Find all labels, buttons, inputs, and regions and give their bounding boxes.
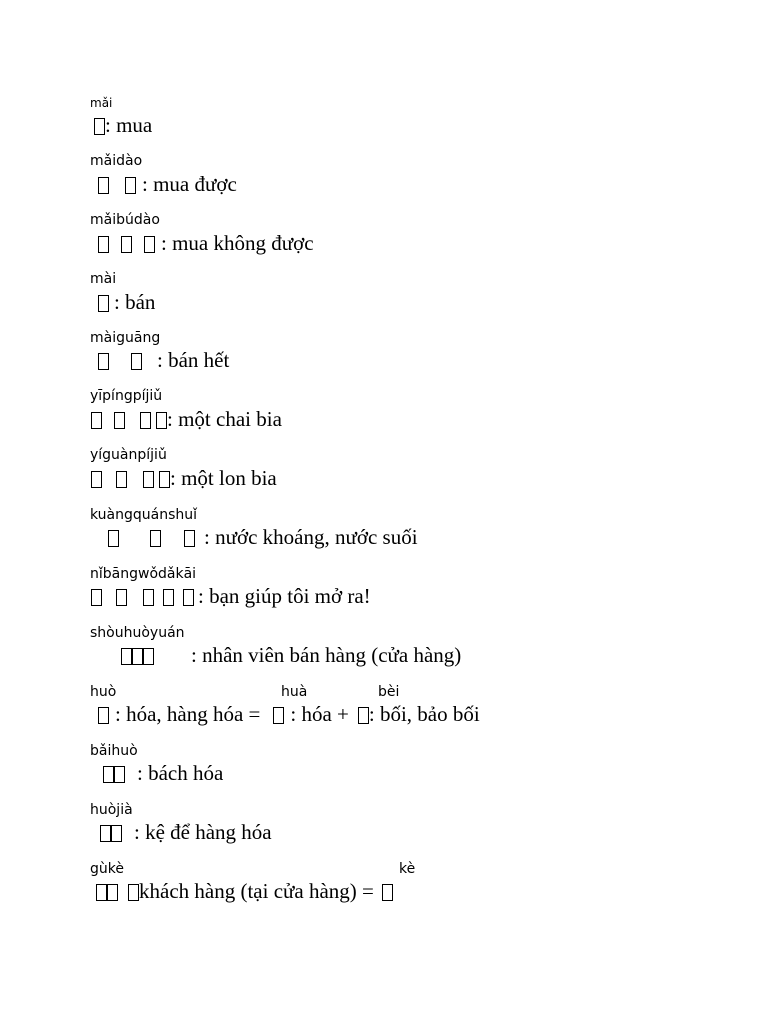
vocab-line [108, 524, 418, 550]
missing-glyph-icon [114, 766, 125, 783]
vocab-line [91, 583, 371, 609]
pinyin-label: mǎi [90, 96, 113, 110]
pinyin-label: yíguànpíjiǔ [90, 447, 167, 463]
missing-glyph-icon [131, 353, 142, 370]
vocab-meaning: : bán [114, 290, 156, 314]
missing-glyph-icon [163, 589, 174, 606]
pinyin-label: màiguāng [90, 330, 161, 346]
missing-glyph-icon [98, 177, 109, 194]
vocab-meaning: : nhân viên bán hàng (cửa hàng) [191, 643, 462, 667]
vocab-meaning: : một lon bia [170, 466, 277, 490]
missing-glyph-icon [98, 353, 109, 370]
missing-glyph-icon [382, 884, 393, 901]
vocab-line [121, 642, 461, 668]
vocab-line [103, 760, 223, 786]
vocab-meaning: : bán hết [157, 348, 230, 372]
missing-glyph-icon [358, 707, 369, 724]
vocab-line [98, 230, 314, 256]
pinyin-label: huà [281, 684, 308, 700]
missing-glyph-icon [98, 236, 109, 253]
missing-glyph-icon [150, 530, 161, 547]
vocab-meaning: : mua [105, 113, 153, 137]
missing-glyph-icon [107, 884, 118, 901]
vocab-line [98, 289, 155, 315]
missing-glyph-icon [121, 236, 132, 253]
missing-glyph-icon [143, 648, 154, 665]
missing-glyph-icon [98, 707, 109, 724]
missing-glyph-icon [143, 589, 154, 606]
vocab-line [100, 819, 272, 845]
missing-glyph-icon [143, 471, 154, 488]
vocab-meaning: : mua được [142, 172, 237, 196]
missing-glyph-icon [91, 471, 102, 488]
missing-glyph-icon [103, 766, 114, 783]
vocab-meaning: : bách hóa [137, 761, 224, 785]
missing-glyph-icon [156, 412, 167, 429]
missing-glyph-icon [125, 177, 136, 194]
missing-glyph-icon [98, 295, 109, 312]
vocab-meaning: : hóa + [290, 702, 349, 726]
missing-glyph-icon [91, 589, 102, 606]
pinyin-label: bèi [378, 684, 400, 700]
missing-glyph-icon [108, 530, 119, 547]
vocab-meaning: : một chai bia [167, 407, 282, 431]
missing-glyph-icon [91, 412, 102, 429]
missing-glyph-icon [184, 530, 195, 547]
pinyin-label: nǐbāngwǒdǎkāi [90, 566, 197, 582]
pinyin-label: huòjià [90, 802, 133, 818]
missing-glyph-icon [140, 412, 151, 429]
missing-glyph-icon [114, 412, 125, 429]
missing-glyph-icon [111, 825, 122, 842]
vocab-line [98, 701, 480, 727]
pinyin-label: mài [90, 271, 117, 287]
vocab-line [91, 406, 282, 432]
pinyin-label: mǎibúdào [90, 212, 160, 228]
pinyin-label: kuàngquánshuǐ [90, 507, 198, 523]
vocab-line [98, 347, 229, 373]
pinyin-label: huò [90, 684, 117, 700]
pinyin-label: kè [399, 861, 416, 877]
missing-glyph-icon [100, 825, 111, 842]
pinyin-label: shòuhuòyuán [90, 625, 185, 641]
missing-glyph-icon [144, 236, 155, 253]
missing-glyph-icon [273, 707, 284, 724]
pinyin-label: yīpíngpíjiǔ [90, 388, 163, 404]
vocab-meaning: khách hàng (tại cửa hàng) = [139, 879, 374, 903]
vocab-line [96, 878, 393, 904]
vocab-line [91, 465, 277, 491]
missing-glyph-icon [116, 471, 127, 488]
vocab-meaning: : bối, bảo bối [368, 702, 480, 726]
vocab-meaning: : kệ để hàng hóa [134, 820, 272, 844]
vocab-meaning: : nước khoáng, nước suối [204, 525, 418, 549]
vocab-meaning: : bạn giúp tôi mở ra! [198, 584, 371, 608]
missing-glyph-icon [96, 884, 107, 901]
vocab-line [94, 112, 152, 138]
vocab-meaning: : mua không được [161, 231, 314, 255]
missing-glyph-icon [121, 648, 132, 665]
vocab-meaning: : hóa, hàng hóa = [115, 702, 261, 726]
missing-glyph-icon [116, 589, 127, 606]
missing-glyph-icon [183, 589, 194, 606]
missing-glyph-icon [94, 118, 105, 135]
pinyin-label: bǎihuò [90, 743, 138, 759]
missing-glyph-icon [128, 884, 139, 901]
pinyin-label: gùkè [90, 861, 124, 877]
missing-glyph-icon [132, 648, 143, 665]
vocab-line [98, 171, 237, 197]
pinyin-label: mǎidào [90, 153, 143, 169]
missing-glyph-icon [159, 471, 170, 488]
